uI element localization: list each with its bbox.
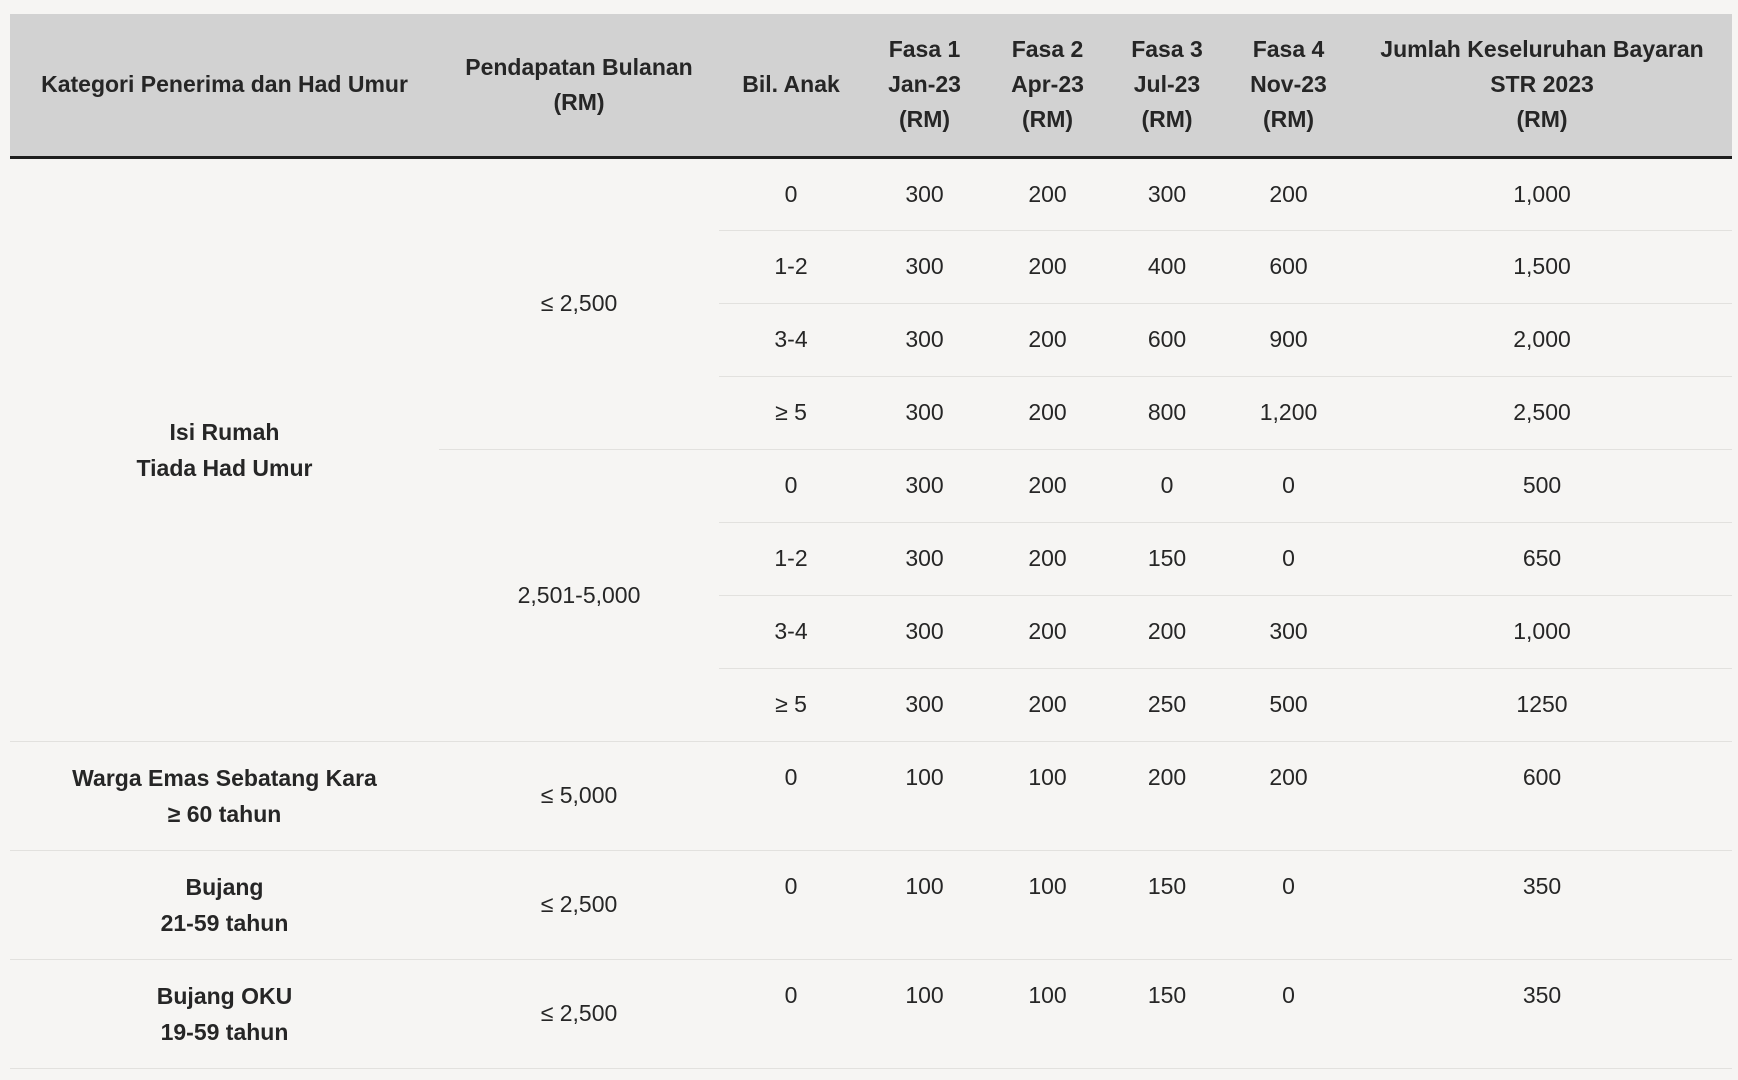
header-children: Bil. Anak [719, 14, 863, 157]
category-cell-single: Bujang 21-59 tahun [10, 850, 439, 959]
phase3-cell: 400 [1109, 230, 1225, 303]
income-cell: ≤ 2,500 [439, 959, 719, 1068]
children-cell: ≥ 5 [719, 668, 863, 741]
total-cell: 2,000 [1352, 303, 1732, 376]
phase3-cell: 200 [1109, 595, 1225, 668]
phase4-cell: 600 [1225, 230, 1352, 303]
category-cell-household: Isi Rumah Tiada Had Umur [10, 157, 439, 741]
header-category: Kategori Penerima dan Had Umur [10, 14, 439, 157]
phase1-cell: 100 [863, 741, 986, 850]
phase1-cell: 300 [863, 595, 986, 668]
phase3-cell: 200 [1109, 741, 1225, 850]
phase4-cell: 0 [1225, 959, 1352, 1068]
phase4-cell: 0 [1225, 522, 1352, 595]
phase1-cell: 300 [863, 157, 986, 230]
phase2-cell: 200 [986, 230, 1109, 303]
income-cell: ≤ 2,500 [439, 157, 719, 449]
phase1-cell: 100 [863, 959, 986, 1068]
phase2-cell: 200 [986, 522, 1109, 595]
phase3-cell: 150 [1109, 522, 1225, 595]
children-cell: 0 [719, 157, 863, 230]
header-income: Pendapatan Bulanan (RM) [439, 14, 719, 157]
phase4-cell: 900 [1225, 303, 1352, 376]
phase3-cell: 600 [1109, 303, 1225, 376]
children-cell: 0 [719, 449, 863, 522]
phase3-cell: 250 [1109, 668, 1225, 741]
phase2-cell: 200 [986, 376, 1109, 449]
total-cell: 350 [1352, 959, 1732, 1068]
total-cell: 1,500 [1352, 230, 1732, 303]
table-row [10, 741, 1732, 850]
income-cell: 2,501-5,000 [439, 449, 719, 741]
header-row [10, 14, 1732, 157]
str-payment-table-container [10, 14, 1732, 1069]
phase3-cell: 150 [1109, 850, 1225, 959]
phase4-cell: 200 [1225, 741, 1352, 850]
phase3-cell: 300 [1109, 157, 1225, 230]
header-phase1: Fasa 1 Jan-23 (RM) [863, 14, 986, 157]
phase2-cell: 200 [986, 595, 1109, 668]
total-cell: 1,000 [1352, 157, 1732, 230]
phase1-cell: 300 [863, 230, 986, 303]
phase1-cell: 300 [863, 449, 986, 522]
income-cell: ≤ 2,500 [439, 850, 719, 959]
children-cell: 3-4 [719, 595, 863, 668]
table-row [10, 959, 1732, 1068]
phase4-cell: 300 [1225, 595, 1352, 668]
phase4-cell: 0 [1225, 850, 1352, 959]
phase1-cell: 300 [863, 376, 986, 449]
category-cell-single-oku: Bujang OKU 19-59 tahun [10, 959, 439, 1068]
phase1-cell: 300 [863, 668, 986, 741]
phase2-cell: 200 [986, 668, 1109, 741]
phase3-cell: 150 [1109, 959, 1225, 1068]
total-cell: 500 [1352, 449, 1732, 522]
children-cell: 0 [719, 959, 863, 1068]
phase4-cell: 200 [1225, 157, 1352, 230]
children-cell: ≥ 5 [719, 376, 863, 449]
phase1-cell: 300 [863, 303, 986, 376]
header-total: Jumlah Keseluruhan Bayaran STR 2023 (RM) [1352, 14, 1732, 157]
children-cell: 0 [719, 850, 863, 959]
str-payment-table [10, 14, 1732, 1069]
total-cell: 350 [1352, 850, 1732, 959]
table-row [10, 157, 1732, 230]
table-row [10, 850, 1732, 959]
children-cell: 0 [719, 741, 863, 850]
total-cell: 650 [1352, 522, 1732, 595]
phase2-cell: 100 [986, 741, 1109, 850]
total-cell: 600 [1352, 741, 1732, 850]
children-cell: 3-4 [719, 303, 863, 376]
phase4-cell: 0 [1225, 449, 1352, 522]
phase4-cell: 500 [1225, 668, 1352, 741]
category-cell-senior: Warga Emas Sebatang Kara ≥ 60 tahun [10, 741, 439, 850]
header-phase2: Fasa 2 Apr-23 (RM) [986, 14, 1109, 157]
header-phase3: Fasa 3 Jul-23 (RM) [1109, 14, 1225, 157]
phase2-cell: 200 [986, 303, 1109, 376]
phase1-cell: 300 [863, 522, 986, 595]
children-cell: 1-2 [719, 230, 863, 303]
total-cell: 2,500 [1352, 376, 1732, 449]
phase3-cell: 800 [1109, 376, 1225, 449]
total-cell: 1,000 [1352, 595, 1732, 668]
phase2-cell: 100 [986, 850, 1109, 959]
header-phase4: Fasa 4 Nov-23 (RM) [1225, 14, 1352, 157]
phase4-cell: 1,200 [1225, 376, 1352, 449]
phase2-cell: 100 [986, 959, 1109, 1068]
children-cell: 1-2 [719, 522, 863, 595]
phase2-cell: 200 [986, 449, 1109, 522]
phase2-cell: 200 [986, 157, 1109, 230]
phase1-cell: 100 [863, 850, 986, 959]
phase3-cell: 0 [1109, 449, 1225, 522]
total-cell: 1250 [1352, 668, 1732, 741]
income-cell: ≤ 5,000 [439, 741, 719, 850]
